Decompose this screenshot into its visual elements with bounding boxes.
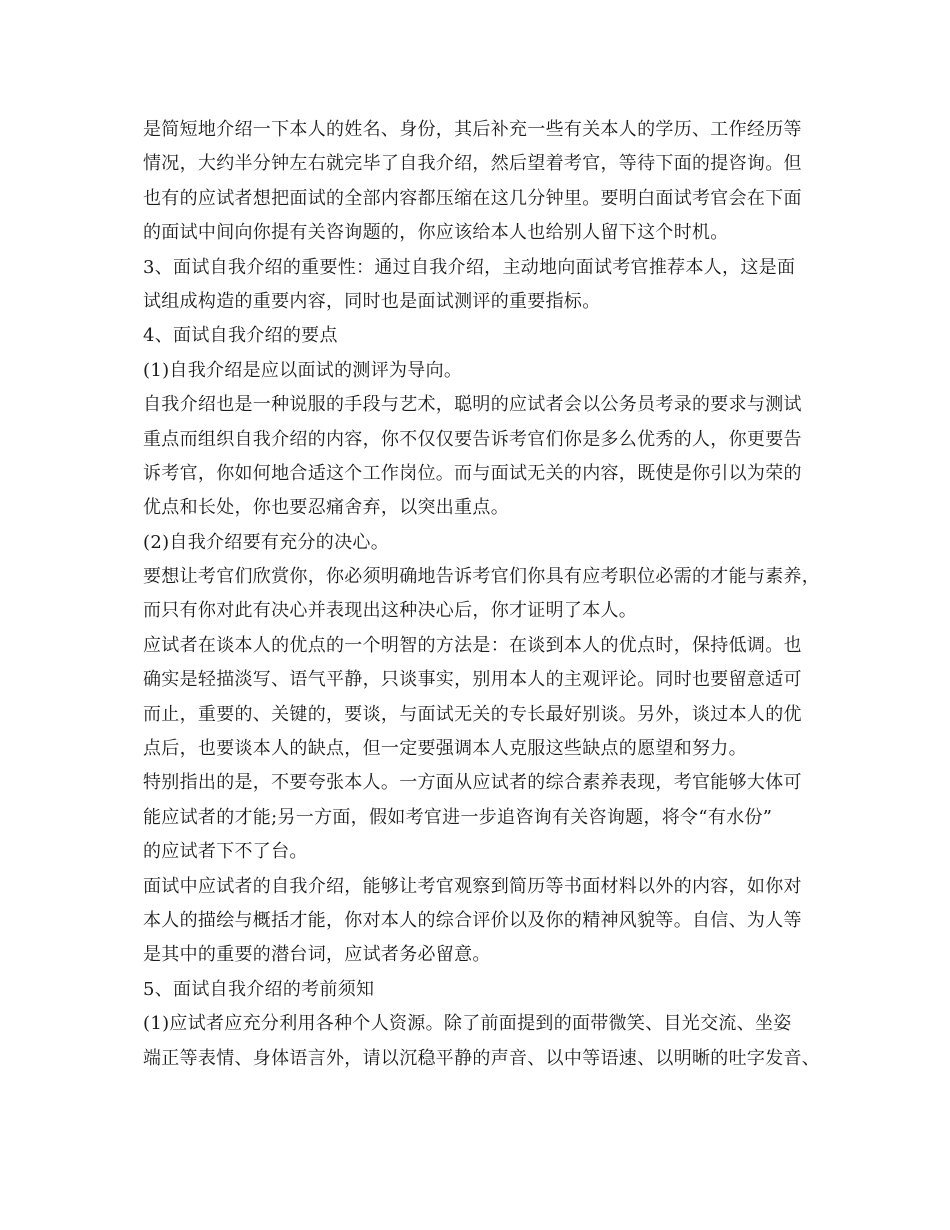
text-line: 自我介绍也是一种说服的手段与艺术，聪明的应试者会以公务员考录的要求与测试: [143, 394, 802, 416]
text-line: 面试中应试者的自我介绍，能够让考官观察到简历等书面材料以外的内容，如你对: [143, 875, 802, 897]
section-heading-4: 4、面试自我介绍的要点: [143, 325, 338, 347]
text-line: 情况，大约半分钟左右就完毕了自我介绍，然后望着考官，等待下面的提咨询。但: [143, 153, 802, 175]
text-line: 要想让考官们欣赏你，你必须明确地告诉考官们你具有应考职位必需的才能与素养，: [143, 566, 821, 588]
text-line: 能应试者的才能;另一方面，假如考官进一步追咨询有关咨询题，将令“有水份”: [143, 806, 773, 828]
text-line: 试组成构造的重要内容，同时也是面试测评的重要指标。: [143, 290, 601, 312]
text-line: (1)应试者应充分利用各种个人资源。除了前面提到的面带微笑、目光交流、坐姿: [143, 1013, 792, 1035]
section-heading-5: 5、面试自我介绍的考前须知: [143, 978, 375, 1000]
text-line: 优点和长处，你也要忍痛舍弃，以突出重点。: [143, 497, 509, 519]
text-line: 而止，重要的、关键的，要谈，与面试无关的专长最好别谈。另外，谈过本人的优: [143, 703, 802, 725]
text-line: 是简短地介绍一下本人的姓名、身份，其后补充一些有关本人的学历、工作经历等: [143, 119, 802, 140]
text-line: 而只有你对此有决心并表现出这种决心后，你才证明了本人。: [143, 600, 638, 622]
text-line: 重点而组织自我介绍的内容，你不仅仅要告诉考官们你是多么优秀的人，你更要告: [143, 428, 802, 450]
text-line: 点后，也要谈本人的缺点，但一定要强调本人克服这些缺点的愿望和努力。: [143, 738, 747, 760]
text-line: 应试者在谈本人的优点的一个明智的方法是：在谈到本人的优点时，保持低调。也: [143, 634, 802, 656]
section-heading-3: 3、面试自我介绍的重要性：通过自我介绍，主动地向面试考官推荐本人，这是面: [143, 256, 796, 278]
text-line: 端正等表情、身体语言外，请以沉稳平静的声音、以中等语速、以明晰的吐字发音、: [143, 1047, 821, 1069]
text-line: 确实是轻描淡写、语气平静，只谈事实，别用本人的主观评论。同时也要留意适可: [143, 669, 802, 691]
text-line: 本人的描绘与概括才能，你对本人的综合评价以及你的精神风貌等。自信、为人等: [143, 909, 802, 931]
text-line: 是其中的重要的潜台词，应试者务必留意。: [143, 944, 491, 966]
text-line: 的应试者下不了台。: [143, 841, 308, 863]
text-line: 的面试中间向你提有关咨询题的，你应该给本人也给别人留下这个时机。: [143, 222, 729, 244]
text-line: 特别指出的是，不要夸张本人。一方面从应试者的综合素养表现，考官能够大体可: [143, 772, 802, 794]
text-line: 诉考官，你如何地合适这个工作岗位。而与面试无关的内容，既使是你引以为荣的: [143, 462, 802, 484]
subheading-2: (2)自我介绍要有充分的决心。: [143, 531, 389, 553]
subheading-1: (1)自我介绍是应以面试的测评为导向。: [143, 359, 463, 381]
text-line: 也有的应试者想把面试的全部内容都压缩在这几分钟里。要明白面试考官会在下面: [143, 187, 802, 209]
document-body: [143, 113, 843, 1076]
